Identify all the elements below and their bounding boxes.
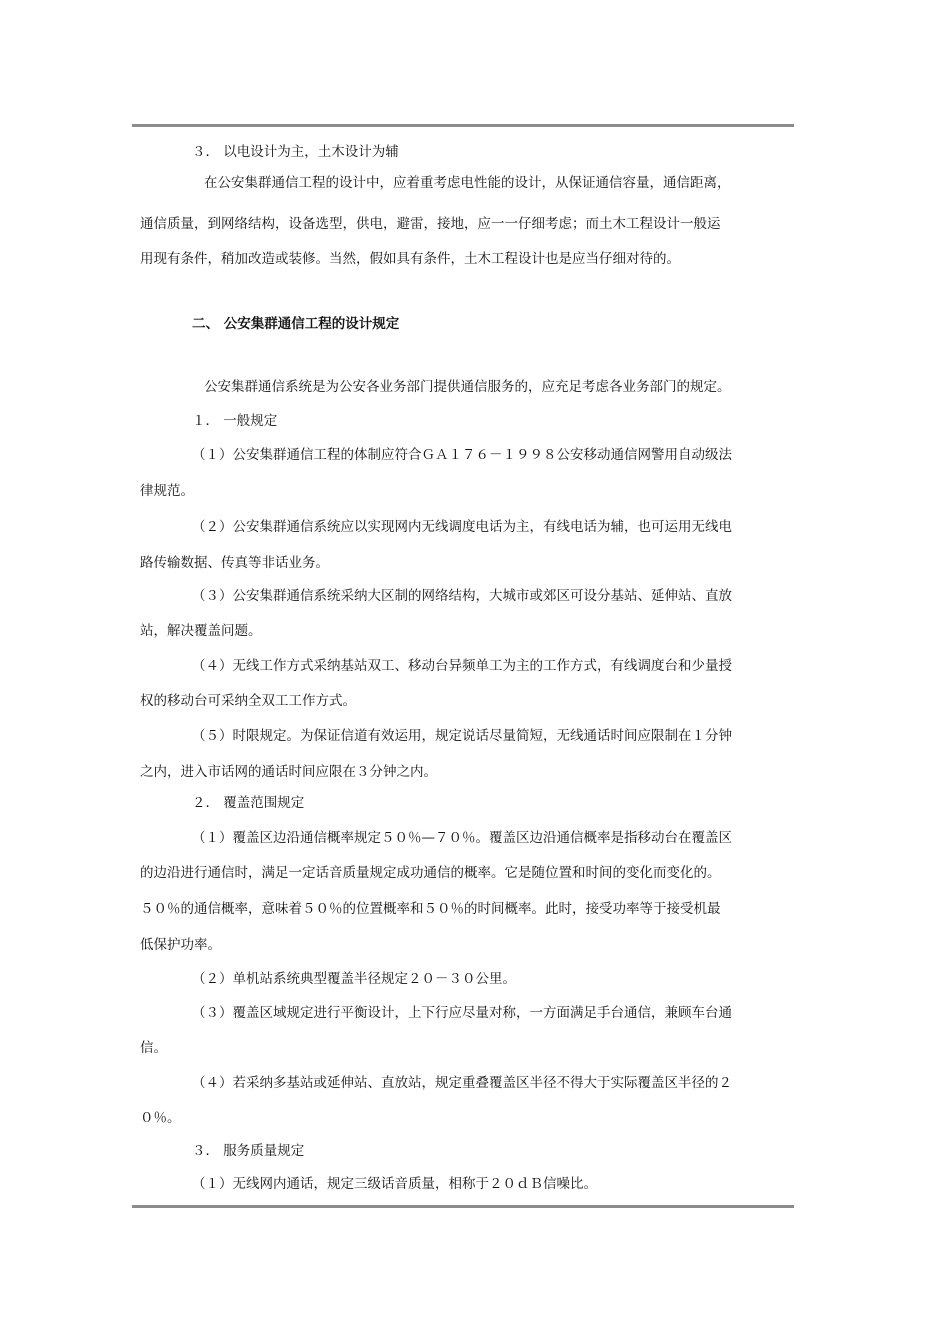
- top-rule: [132, 124, 794, 127]
- paragraph-line: 站，解决覆盖问题。: [140, 623, 262, 639]
- paragraph-line: （４）无线工作方式采纳基站双工、移动台异频单工为主的工作方式，有线调度台和少量授: [192, 658, 732, 674]
- bottom-rule: [132, 1205, 794, 1208]
- paragraph-line: （３）公安集群通信系统采纳大区制的网络结构，大城市或郊区可设分基站、延伸站、直放: [192, 588, 732, 604]
- paragraph-line: （４）若采纳多基站或延伸站、直放站，规定重叠覆盖区半径不得大于实际覆盖区半径的２: [192, 1075, 732, 1091]
- paragraph-line: 之内，进入市话网的通话时间应限在３分钟之内。: [140, 764, 437, 780]
- paragraph-line: 信。: [140, 1040, 167, 1056]
- paragraph-line: （５）时限规定。为保证信道有效运用，规定说话尽量简短，无线通话时间应限制在１分钟: [192, 728, 732, 744]
- paragraph-line: （３）覆盖区域规定进行平衡设计，上下行应尽量对称，一方面满足手台通信，兼顾车台通: [192, 1005, 732, 1021]
- section-heading: 二、 公安集群通信工程的设计规定: [192, 316, 400, 332]
- subheading: ３． 服务质量规定: [192, 1143, 305, 1159]
- subheading: ２． 覆盖范围规定: [192, 795, 305, 811]
- paragraph-line: 低保护功率。: [140, 937, 221, 953]
- paragraph-line: 权的移动台可采纳全双工工作方式。: [140, 693, 356, 709]
- paragraph-line: 的边沿进行通信时，满足一定话音质量规定成功通信的概率。它是随位置和时间的变化而变化的。: [140, 865, 721, 881]
- subheading: ３． 以电设计为主，土木设计为辅: [192, 144, 399, 160]
- paragraph-line: （１）覆盖区边沿通信概率规定５０％—７０％。覆盖区边沿通信概率是指移动台在覆盖区: [192, 830, 732, 846]
- subheading: １． 一般规定: [192, 413, 278, 429]
- paragraph-line: （１）公安集群通信工程的体制应符合ＧＡ１７６－１９９８公安移动通信网警用自动级法: [192, 447, 732, 463]
- paragraph-line: （２）单机站系统典型覆盖半径规定２０－３０公里。: [192, 971, 516, 987]
- paragraph-line: （２）公安集群通信系统应以实现网内无线调度电话为主，有线电话为辅，也可运用无线电: [192, 519, 732, 535]
- paragraph-line: 路传输数据、传真等非话业务。: [140, 555, 329, 571]
- paragraph-line: ０％。: [140, 1110, 181, 1126]
- paragraph-line: 用现有条件，稍加改造或装修。当然，假如具有条件，土木工程设计也是应当仔细对待的。: [140, 251, 680, 267]
- paragraph-line: 通信质量，到网络结构，设备选型，供电，避雷，接地，应一一仔细考虑；而土木工程设计一般运: [140, 216, 721, 232]
- paragraph-line: 律规范。: [140, 483, 194, 499]
- paragraph-line: （１）无线网内通话，规定三级话音质量，相称于２０ｄＢ信噪比。: [192, 1176, 597, 1192]
- paragraph-line: ５０％的通信概率，意味着５０％的位置概率和５０％的时间概率。此时，接受功率等于接受机最: [140, 901, 721, 917]
- paragraph-line: 在公安集群通信工程的设计中，应着重考虑电性能的设计，从保证通信容量，通信距离，: [204, 175, 731, 191]
- paragraph-line: 公安集群通信系统是为公安各业务部门提供通信服务的，应充足考虑各业务部门的规定。: [204, 379, 731, 395]
